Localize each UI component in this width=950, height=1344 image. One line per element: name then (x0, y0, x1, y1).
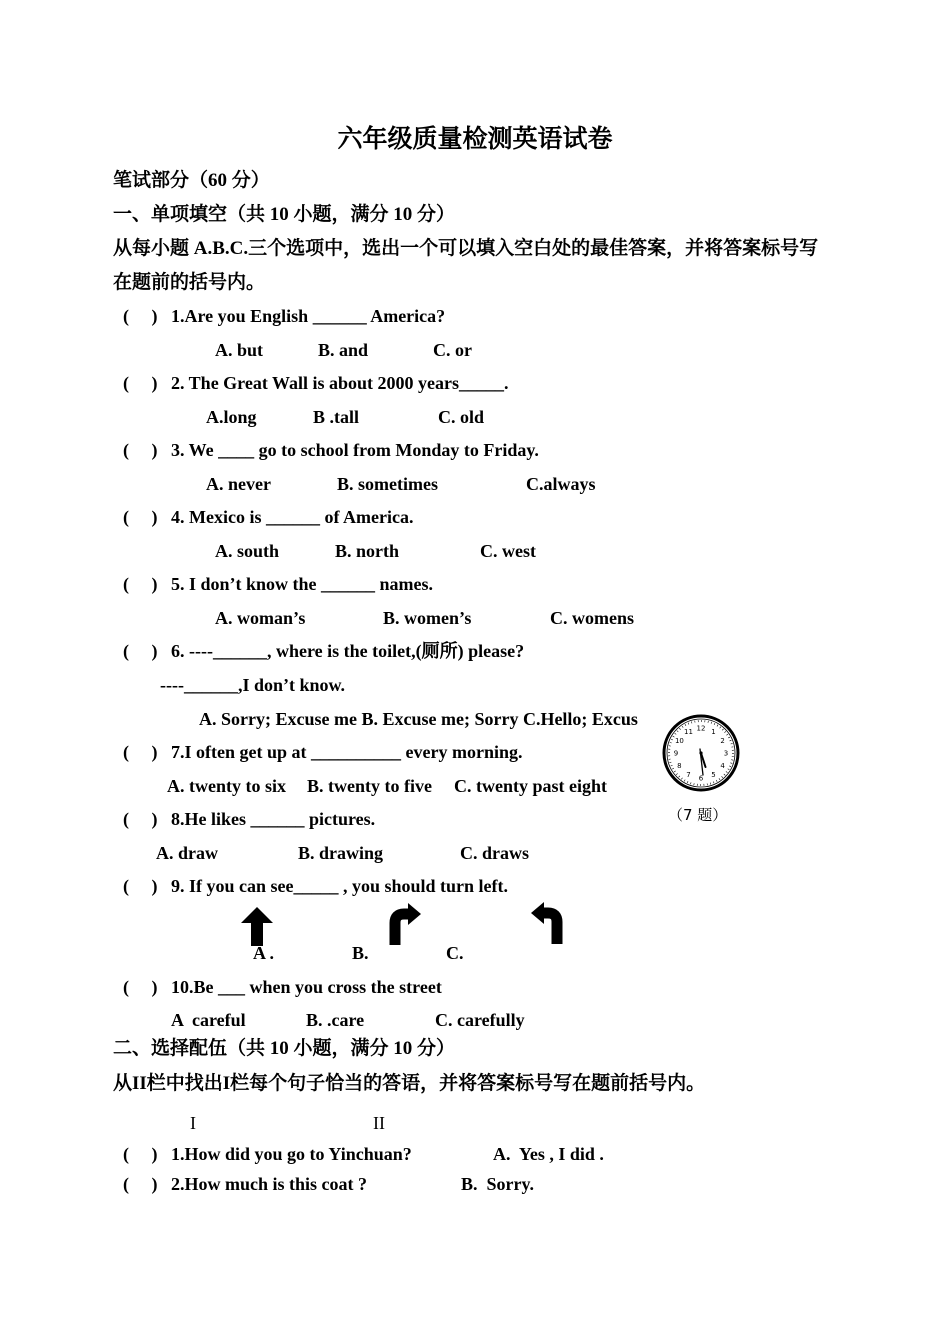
option-b: B. women’s (383, 608, 472, 628)
question-stem: 8.He likes ______ pictures. (171, 809, 376, 829)
option-a: A. never (206, 474, 271, 494)
clock-numeral: 8 (677, 762, 682, 770)
question-stem: 5. I don’t know the ______ names. (171, 574, 434, 594)
answer-bracket: ( ) (123, 373, 158, 393)
option-b: B. (352, 943, 369, 963)
turn-right-arrow-shaft (395, 914, 409, 945)
clock-numeral: 2 (720, 737, 725, 745)
answer-bracket: ( ) (123, 1174, 158, 1194)
clock-numeral: 11 (684, 727, 693, 736)
option-b: B. north (335, 541, 400, 561)
question-stem: 6. ----______, where is the toilet,(厕所) please? (171, 641, 525, 661)
clock-numeral: 1 (711, 727, 716, 736)
clock-numeral: 7 (686, 771, 691, 780)
option-c: C. or (433, 340, 472, 360)
turn-left-arrow-head (531, 902, 544, 924)
clock-numeral: 9 (673, 749, 679, 758)
clock-numeral: 6 (698, 774, 704, 783)
clock-numeral: 4 (720, 762, 725, 770)
section-instruction-line: 在题前的括号内。 (113, 272, 266, 293)
exam-title: 六年级质量检测英语试卷 (337, 126, 613, 153)
section-heading: 二、选择配伍（共 10 小题，满分 10 分） (113, 1038, 456, 1059)
answer-bracket: ( ) (123, 876, 158, 896)
answer-bracket: ( ) (123, 641, 158, 661)
option-c: C. (446, 943, 464, 963)
option-a: A careful (171, 1010, 246, 1030)
option-b: B. twenty to five (307, 776, 432, 796)
section-instruction-line: 从每小题 A.B.C.三个选项中，选出一个可以填入空白处的最佳答案，并将答案标号写 (113, 238, 819, 259)
written-part-heading: 笔试部分（60 分） (113, 170, 270, 191)
answer-bracket: ( ) (123, 507, 158, 527)
option-b: B .tall (313, 407, 360, 427)
turn-right-arrow-head (408, 903, 421, 925)
clock-figure (662, 714, 740, 792)
question-stem: 1.Are you English ______ America? (171, 306, 446, 326)
answer-bracket: ( ) (123, 977, 158, 997)
option-b: B. drawing (298, 843, 384, 863)
option-a: A. twenty to six (167, 776, 286, 796)
column-header-i: I (190, 1113, 196, 1133)
answer-bracket: ( ) (123, 440, 158, 460)
straight-arrow-icon (241, 907, 273, 946)
straight-arrow-shape (241, 907, 273, 946)
clock-numeral: 10 (674, 737, 684, 745)
options-line: A. Sorry; Excuse me B. Excuse me; Sorry C.Hello; Excus (199, 709, 638, 729)
option-a: A.long (206, 407, 257, 427)
option-c: C. carefully (435, 1010, 525, 1030)
option-a: A. woman’s (215, 608, 306, 628)
question-stem: 3. We ____ go to school from Monday to Friday. (171, 440, 539, 460)
option-a: A. draw (156, 843, 218, 863)
option-c: C. draws (460, 843, 530, 863)
turn-right-arrow-icon (389, 903, 421, 945)
turn-left-arrow-shaft (543, 913, 557, 944)
answer-bracket: ( ) (123, 1144, 158, 1164)
question-stem: 2. The Great Wall is about 2000 years_____. (171, 373, 509, 393)
option-a: A. south (215, 541, 280, 561)
option-c: C. old (438, 407, 485, 427)
option-c: C. twenty past eight (454, 776, 607, 796)
answer-bracket: ( ) (123, 306, 158, 326)
option-c: C. womens (550, 608, 634, 628)
question-stem: 4. Mexico is ______ of America. (171, 507, 414, 527)
matching-answer: A. Yes , I did . (493, 1144, 604, 1164)
matching-question: 2.How much is this coat ? (171, 1174, 368, 1194)
column-header-ii: II (373, 1113, 385, 1133)
turn-left-arrow-icon (531, 902, 563, 944)
clock-center-dot (699, 751, 702, 754)
clock-numeral: 3 (723, 749, 729, 758)
option-c: C.always (526, 474, 596, 494)
question-reply-line: ----______,I don’t know. (160, 675, 346, 695)
clock-numeral: 12 (696, 724, 706, 733)
option-b: B. .care (306, 1010, 365, 1030)
option-b: B. and (318, 340, 369, 360)
option-b: B. sometimes (337, 474, 438, 494)
question-stem: 9. If you can see_____ , you should turn left. (171, 876, 509, 896)
clock-numeral: 5 (711, 771, 716, 780)
section-heading: 一、单项填空（共 10 小题，满分 10 分） (113, 204, 456, 225)
option-a: A . (253, 943, 275, 963)
section-instruction-line: 从II栏中找出I栏每个句子恰当的答语，并将答案标号写在题前括号内。 (113, 1073, 706, 1094)
option-c: C. west (480, 541, 536, 561)
answer-bracket: ( ) (123, 742, 158, 762)
matching-answer: B. Sorry. (461, 1174, 535, 1194)
figure-caption: （7 题） (668, 806, 728, 824)
matching-question: 1.How did you go to Yinchuan? (171, 1144, 412, 1164)
question-stem: 7.I often get up at __________ every morning. (171, 742, 523, 762)
option-a: A. but (215, 340, 264, 360)
question-stem: 10.Be ___ when you cross the street (171, 977, 442, 997)
answer-bracket: ( ) (123, 574, 158, 594)
answer-bracket: ( ) (123, 809, 158, 829)
